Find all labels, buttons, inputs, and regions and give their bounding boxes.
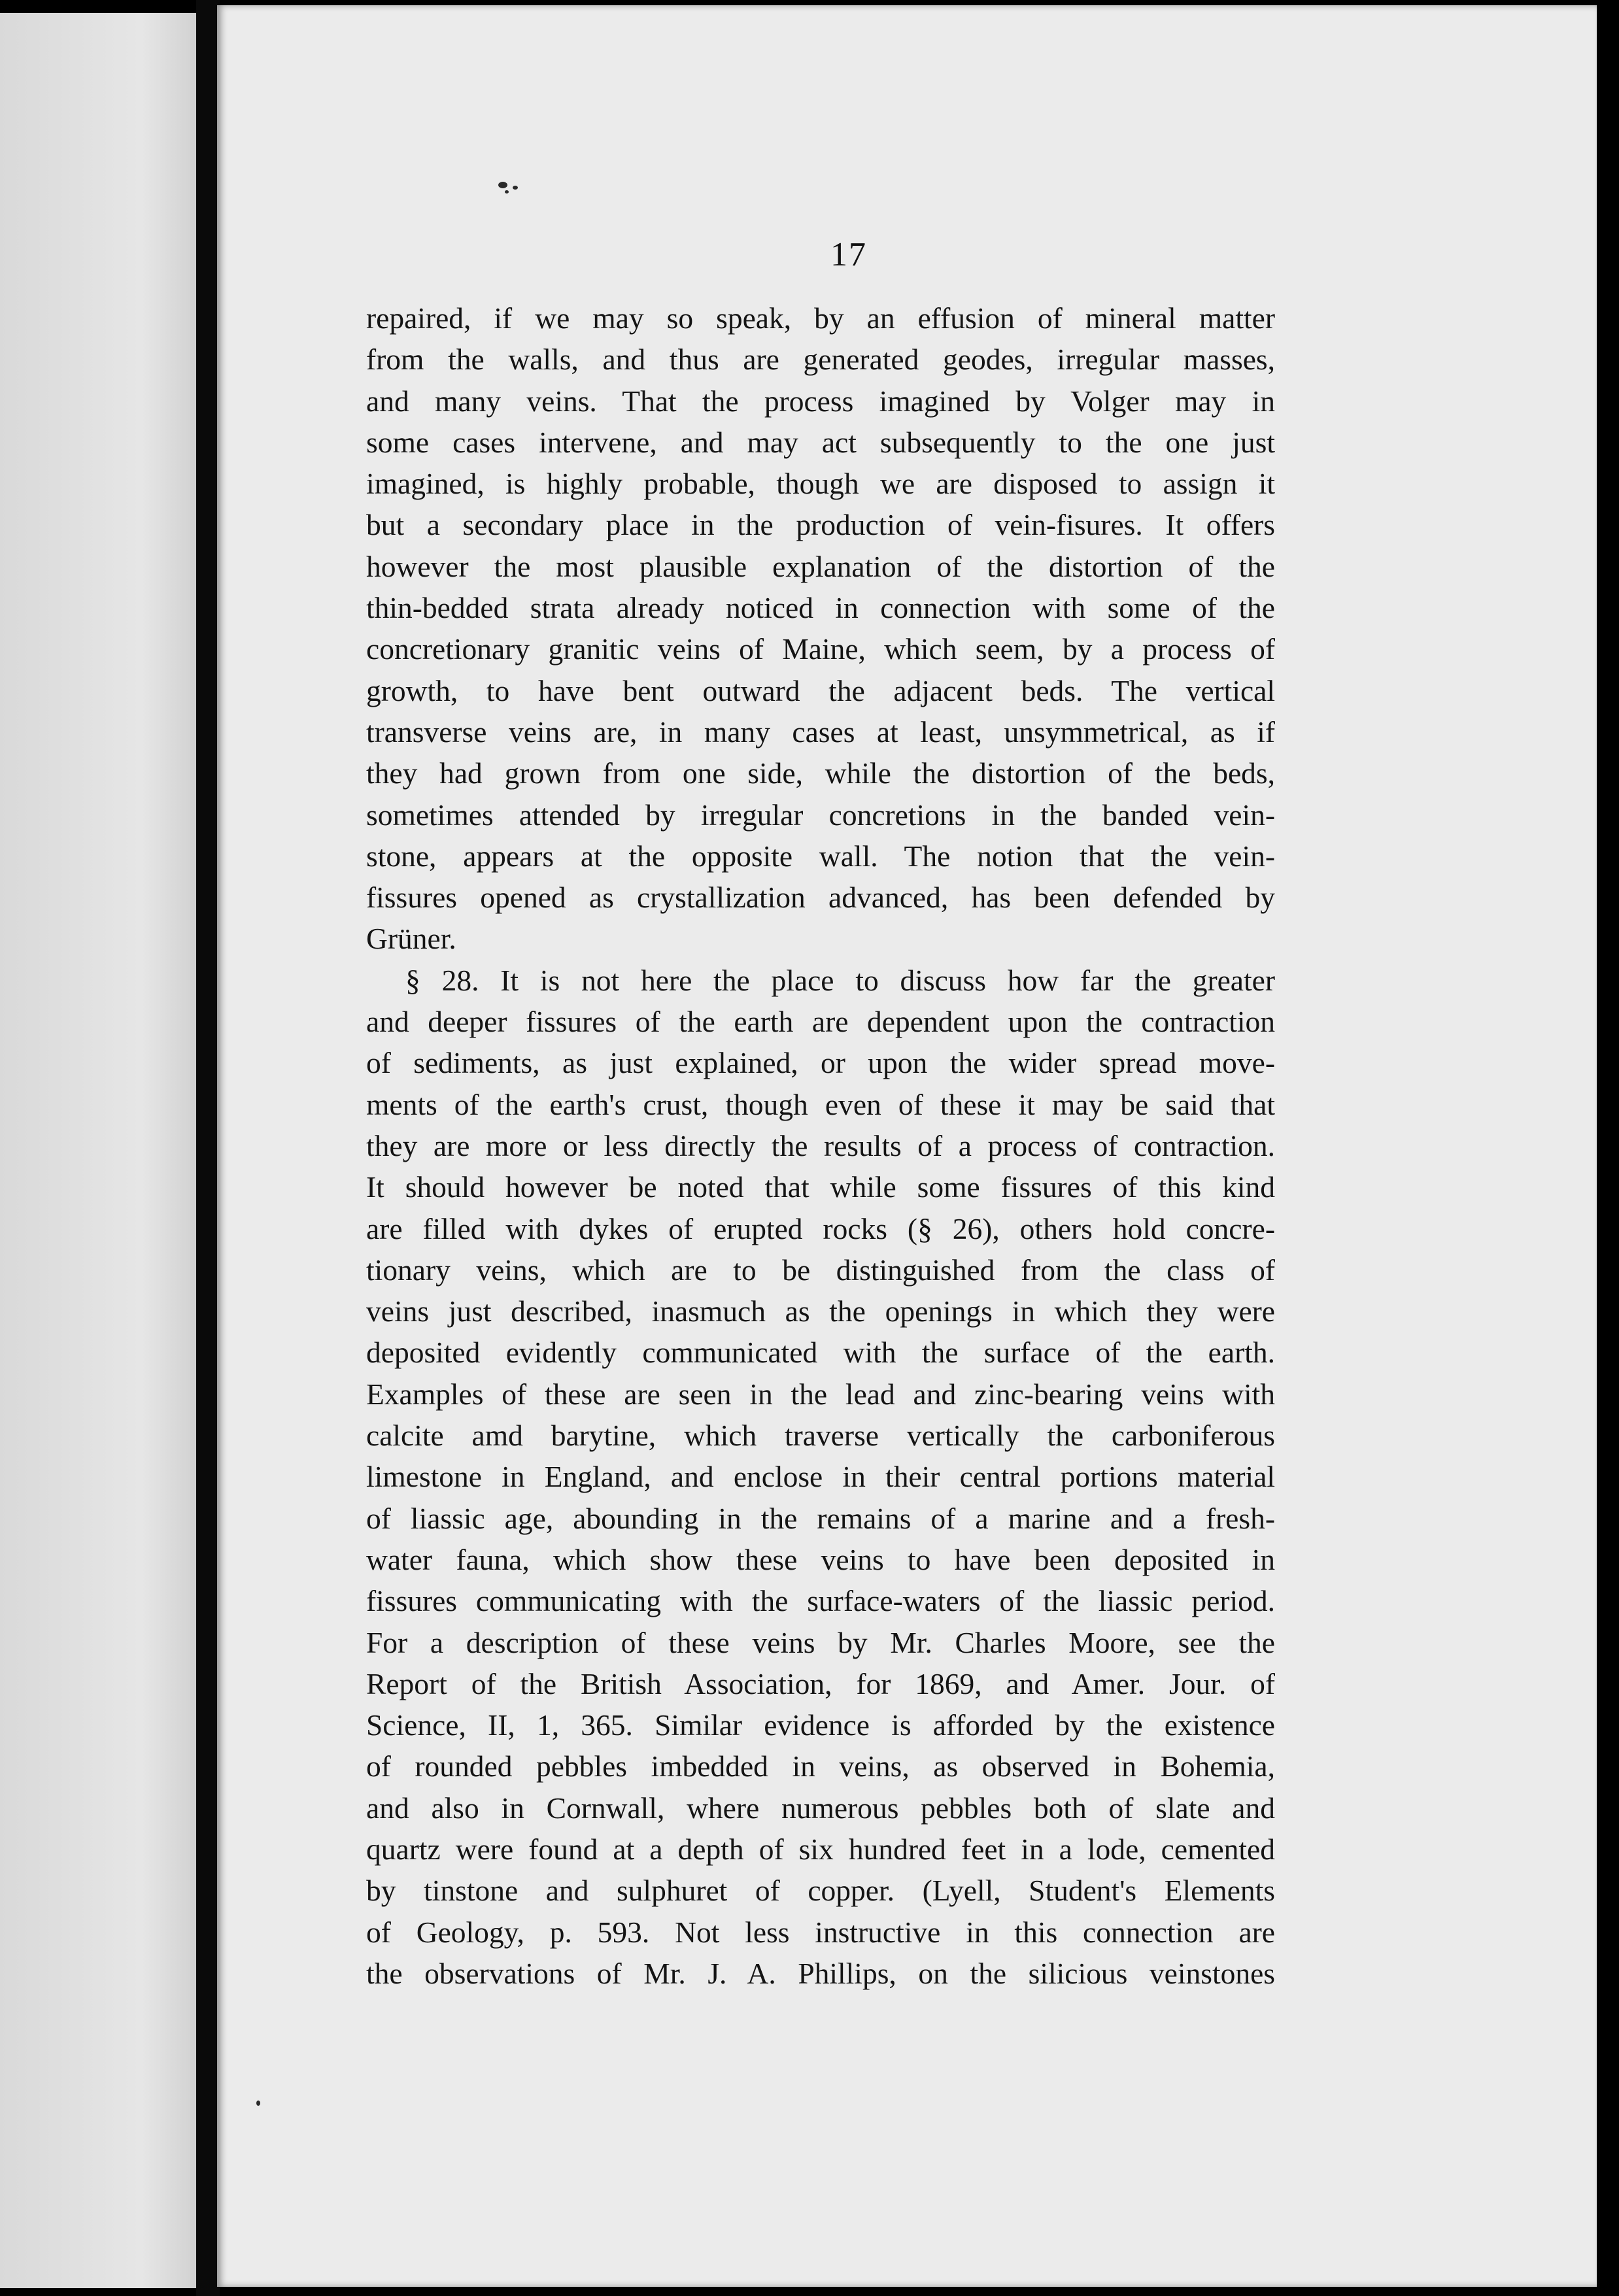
- page-number: 17: [830, 236, 867, 273]
- text-line: of liassic age, abounding in the remains of a marine and a fresh-: [366, 1501, 1275, 1535]
- text-line: water fauna, which show these veins to have been deposited in: [366, 1542, 1275, 1576]
- page-body-text: [366, 297, 1275, 2063]
- text-line: fissures communicating with the surface-waters of the liassic period.: [366, 1584, 1275, 1618]
- text-line: limestone in England, and enclose in their central portions material: [366, 1460, 1275, 1494]
- text-line: but a secondary place in the production of vein-fisures. It offers: [366, 508, 1275, 542]
- book-gutter: [196, 0, 220, 2296]
- text-line: calcite amd barytine, which traverse vertically the carboniferous: [366, 1419, 1275, 1453]
- text-line: of rounded pebbles imbedded in veins, as observed in Bohemia,: [366, 1749, 1275, 1783]
- text-line: however the most plausible explanation of the distortion of the: [366, 549, 1275, 583]
- text-line: sometimes attended by irregular concretions in the banded vein-: [366, 798, 1275, 832]
- text-line: repaired, if we may so speak, by an effusion of mineral matter: [366, 301, 1275, 335]
- text-line: veins just described, inasmuch as the openings in which they were: [366, 1294, 1275, 1328]
- text-line: they are more or less directly the results of a process of contraction.: [366, 1128, 1275, 1162]
- text-line: ments of the earth's crust, though even of these it may be said that: [366, 1087, 1275, 1121]
- text-line: It should however be noted that while some fissures of this kind: [366, 1170, 1275, 1204]
- text-line: are filled with dykes of erupted rocks (§ 26), others hold concre-: [366, 1211, 1275, 1245]
- text-line: concretionary granitic veins of Maine, which seem, by a process of: [366, 632, 1275, 666]
- text-line: quartz were found at a depth of six hundred feet in a lode, cemented: [366, 1832, 1275, 1866]
- text-line: by tinstone and sulphuret of copper. (Lyell, Student's Elements: [366, 1874, 1275, 1908]
- ink-speck: [513, 186, 518, 190]
- text-line: Examples of these are seen in the lead and zinc-bearing veins with: [366, 1377, 1275, 1411]
- text-line: stone, appears at the opposite wall. The notion that the vein-: [366, 839, 1275, 873]
- text-line: Report of the British Association, for 1869, and Amer. Jour. of: [366, 1666, 1275, 1700]
- facing-page-edge: [0, 13, 203, 2288]
- text-line: and also in Cornwall, where numerous pebbles both of slate and: [366, 1791, 1275, 1825]
- text-line: tionary veins, which are to be distinguished from the class of: [366, 1253, 1275, 1287]
- ink-speck: [256, 2101, 260, 2106]
- text-line: and deeper fissures of the earth are dependent upon the contraction: [366, 1005, 1275, 1039]
- ink-speck: [505, 190, 509, 194]
- text-line: from the walls, and thus are generated geodes, irregular masses,: [366, 343, 1275, 377]
- text-line: and many veins. That the process imagined by Volger may in: [366, 384, 1275, 418]
- text-line: of Geology, p. 593. Not less instructive in this connection are: [366, 1915, 1275, 1949]
- text-line: For a description of these veins by Mr. Charles Moore, see the: [366, 1625, 1275, 1659]
- text-line: fissures opened as crystallization advanced, has been defended by: [366, 881, 1275, 915]
- ink-speck: [498, 182, 507, 188]
- section-28-start: § 28. It is not here the place to discuss how far the greater: [405, 963, 1275, 997]
- text-line: imagined, is highly probable, though we are disposed to assign it: [366, 467, 1275, 501]
- text-line: growth, to have bent outward the adjacent beds. The vertical: [366, 673, 1275, 707]
- text-line: thin-bedded strata already noticed in connection with some of the: [366, 591, 1275, 625]
- text-line: some cases intervene, and may act subsequently to the one just: [366, 425, 1275, 459]
- text-line: Grüner.: [366, 922, 456, 956]
- text-line: the observations of Mr. J. A. Phillips, on the silicious veinstones: [366, 1956, 1275, 1990]
- text-line: Science, II, 1, 365. Similar evidence is afforded by the existence: [366, 1708, 1275, 1742]
- text-line: of sediments, as just explained, or upon the wider spread move-: [366, 1046, 1275, 1080]
- text-line: they had grown from one side, while the distortion of the beds,: [366, 756, 1275, 790]
- text-line: transverse veins are, in many cases at least, unsymmetrical, as if: [366, 715, 1275, 749]
- text-line: deposited evidently communicated with the surface of the earth.: [366, 1336, 1275, 1370]
